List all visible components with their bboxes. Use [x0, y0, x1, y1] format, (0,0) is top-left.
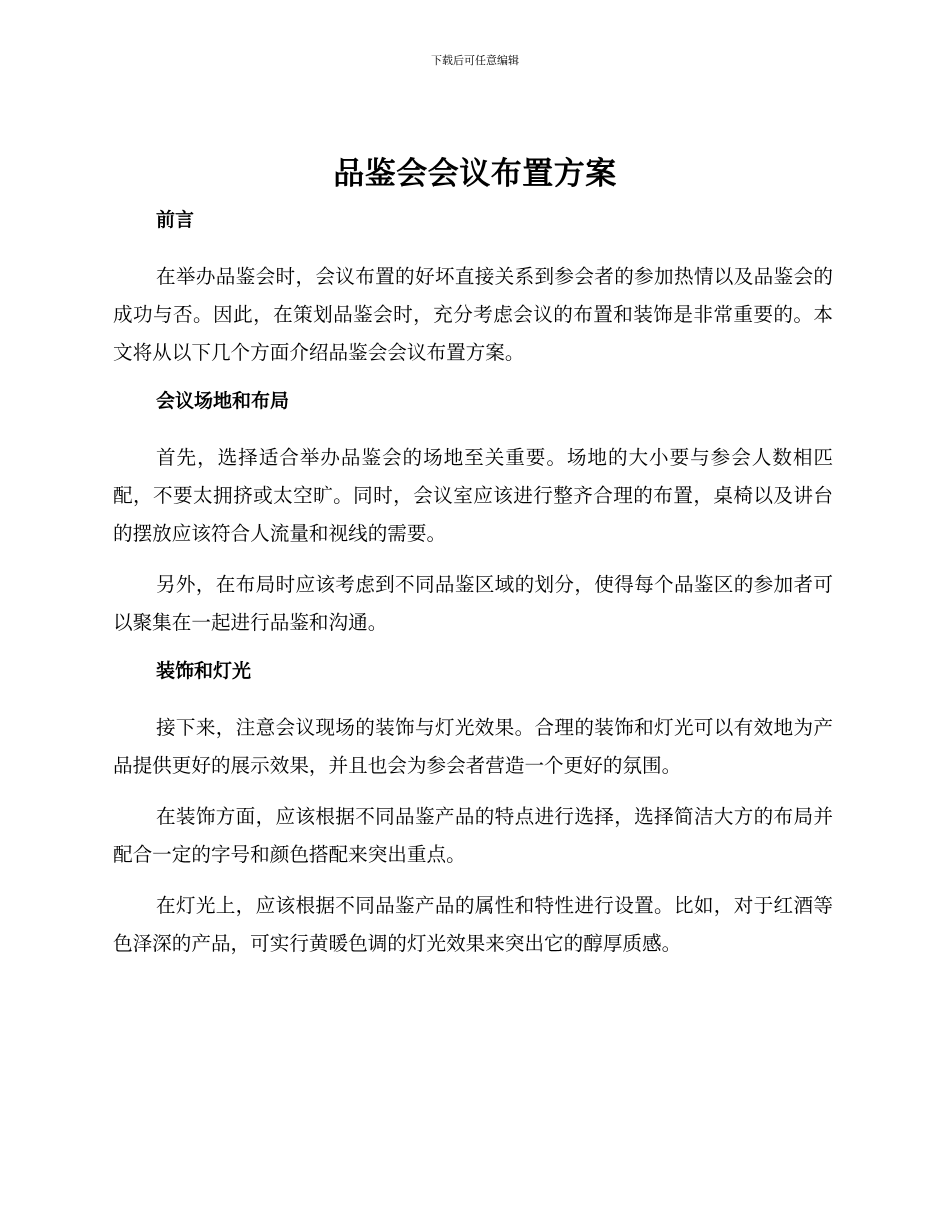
paragraph: 在举办品鉴会时，会议布置的好坏直接关系到参会者的参加热情以及品鉴会的成功与否。因此，在策划品鉴会时，充分考虑会议的布置和装饰是非常重要的。本文将从以下几个方面介绍品鉴会会议布置方案。: [113, 265, 833, 364]
section-venue-layout: [113, 385, 833, 642]
paragraph: 在装饰方面，应该根据不同品鉴产品的特点进行选择，选择简洁大方的布局并配合一定的字号和颜色搭配来突出重点。: [113, 805, 833, 866]
section-heading: 前言: [156, 209, 195, 231]
paragraph: 接下来，注意会议现场的装饰与灯光效果。合理的装饰和灯光可以有效地为产品提供更好的展示效果，并且也会为参会者营造一个更好的氛围。: [113, 716, 833, 777]
section-heading: 装饰和灯光: [156, 660, 252, 682]
paragraph: 在灯光上，应该根据不同品鉴产品的属性和特性进行设置。比如，对于红酒等色泽深的产品，可实行黄暖色调的灯光效果来突出它的醇厚质感。: [113, 894, 833, 955]
document-body: [113, 204, 833, 976]
header-note: 下载后可任意编辑: [431, 54, 519, 67]
section-preface: [113, 204, 833, 372]
section-heading: 会议场地和布局: [156, 390, 290, 412]
document-title: 品鉴会会议布置方案: [333, 156, 617, 192]
paragraph: 首先，选择适合举办品鉴会的场地至关重要。场地的大小要与参会人数相匹配，不要太拥挤或太空旷。同时，会议室应该进行整齐合理的布置，桌椅以及讲台的摆放应该符合人流量和视线的需要。: [113, 446, 833, 545]
section-decoration-lighting: [113, 655, 833, 963]
paragraph: 另外，在布局时应该考虑到不同品鉴区域的划分，使得每个品鉴区的参加者可以聚集在一起进行品鉴和沟通。: [113, 573, 833, 634]
